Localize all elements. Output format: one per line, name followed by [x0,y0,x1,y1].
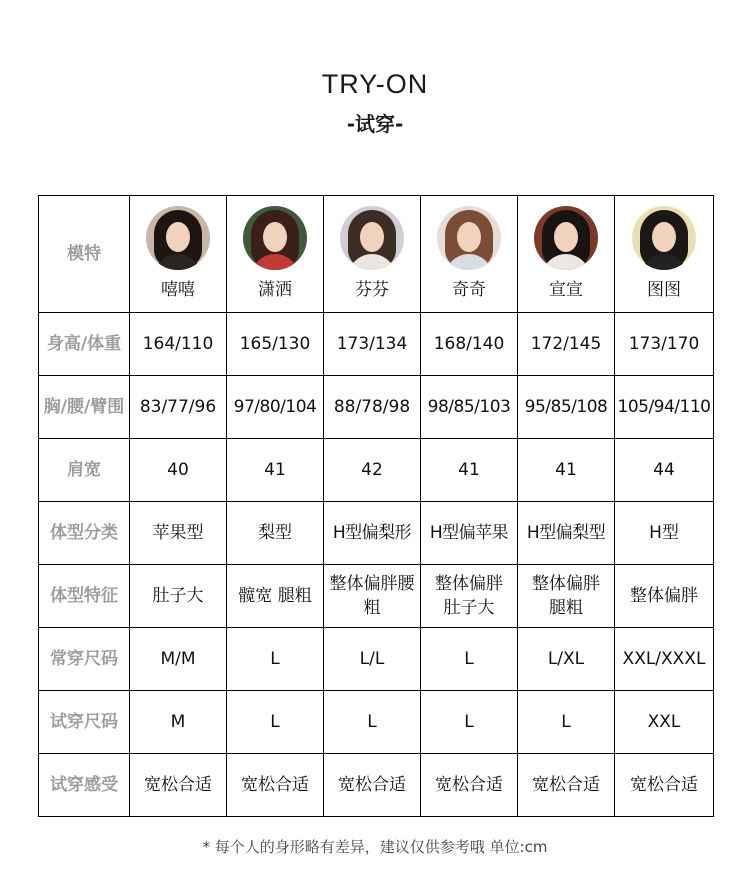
page-subtitle: -试穿- [346,112,404,136]
model-photo-icon [243,206,307,270]
table-cell: XXL [615,691,714,754]
table-cell: 宽松合适 [421,754,518,817]
table-cell: 宽松合适 [518,754,615,817]
model-row [39,196,714,313]
cell-line: 整体偏胖 [532,574,600,594]
table-cell: L [421,628,518,691]
table-cell: 165/130 [227,313,324,376]
table-cell [421,565,518,628]
model-name: 芬芬 [355,280,389,300]
model-name: 宣宣 [549,280,583,300]
table-cell: L [421,691,518,754]
table-cell: L [227,691,324,754]
row-label: 常穿尺码 [39,628,130,691]
body-feature-row [39,565,714,628]
table-cell: 88/78/98 [324,376,421,439]
model-cell [324,196,421,313]
table-cell: H型偏苹果 [421,502,518,565]
table-cell: 173/134 [324,313,421,376]
table-cell: 41 [227,439,324,502]
table-cell: 44 [615,439,714,502]
measurements-row [39,376,714,439]
row-label: 试穿尺码 [39,691,130,754]
model-cell [227,196,324,313]
model-photo-icon [632,206,696,270]
cell-line: 整体偏胖腰 [329,574,415,594]
table-cell: L [324,691,421,754]
row-label: 模特 [39,196,130,313]
cell-line: 肚子大 [443,598,495,618]
shoulder-row [39,439,714,502]
table-cell: M/M [130,628,227,691]
model-name: 潇洒 [258,280,292,300]
cell-line: 腿粗 [549,598,583,618]
table-cell [324,565,421,628]
row-label: 胸/腰/臂围 [39,376,130,439]
model-photo-icon [437,206,501,270]
table-cell: L [227,628,324,691]
height-weight-row [39,313,714,376]
row-label: 体型特征 [39,565,130,628]
table-cell: 97/80/104 [227,376,324,439]
row-label: 体型分类 [39,502,130,565]
table-cell: M [130,691,227,754]
table-cell: 梨型 [227,502,324,565]
row-label: 身高/体重 [39,313,130,376]
model-photo-icon [146,206,210,270]
model-photo-icon [340,206,404,270]
footnote: * 每个人的身形略有差异，建议仅供参考哦 单位:cm [202,838,548,856]
table-cell: 41 [421,439,518,502]
table-cell: H型偏梨型 [518,502,615,565]
try-on-table [38,195,714,817]
cell-line: 髋宽 腿粗 [238,586,312,606]
table-cell: 83/77/96 [130,376,227,439]
table-cell: 172/145 [518,313,615,376]
table-cell: 苹果型 [130,502,227,565]
table-cell [518,565,615,628]
table-cell: 173/170 [615,313,714,376]
row-label: 试穿感受 [39,754,130,817]
model-photo-icon [534,206,598,270]
table-cell: 宽松合适 [227,754,324,817]
model-cell [615,196,714,313]
feeling-row [39,754,714,817]
page-title: TRY-ON [321,69,429,99]
cell-line: 肚子大 [152,586,204,606]
row-label: 肩宽 [39,439,130,502]
table-cell: L/L [324,628,421,691]
table-cell: 42 [324,439,421,502]
model-cell [130,196,227,313]
table-cell: 105/94/110 [615,376,714,439]
table-cell: 168/140 [421,313,518,376]
model-name: 嘻嘻 [161,280,195,300]
table-cell: 宽松合适 [130,754,227,817]
table-cell [615,565,714,628]
table-cell: 164/110 [130,313,227,376]
table-cell [227,565,324,628]
table-cell: 41 [518,439,615,502]
table-cell: L/XL [518,628,615,691]
usual-size-row [39,628,714,691]
table-cell: 98/85/103 [421,376,518,439]
cell-line: 整体偏胖 [630,586,698,606]
table-cell: 宽松合适 [615,754,714,817]
cell-line: 整体偏胖 [435,574,503,594]
cell-line: 粗 [363,598,381,618]
model-name: 奇奇 [452,280,486,300]
model-cell [421,196,518,313]
table-cell: H型偏梨形 [324,502,421,565]
table-cell: L [518,691,615,754]
table-cell: 40 [130,439,227,502]
tried-size-row [39,691,714,754]
table-cell: 95/85/108 [518,376,615,439]
table-cell: H型 [615,502,714,565]
model-name: 图图 [647,280,681,300]
table-cell: XXL/XXXL [615,628,714,691]
body-type-row [39,502,714,565]
model-cell [518,196,615,313]
table-cell [130,565,227,628]
table-cell: 宽松合适 [324,754,421,817]
